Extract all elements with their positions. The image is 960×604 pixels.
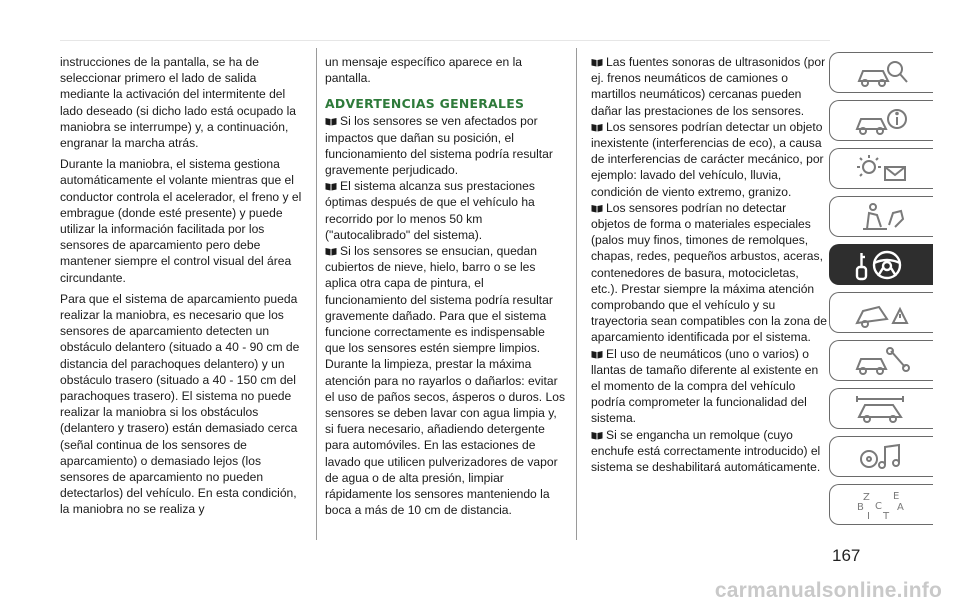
warning-book-icon (591, 204, 603, 213)
warning-lights-icon (853, 153, 911, 185)
header-rule (60, 40, 830, 41)
chapter-tab-car-search[interactable] (829, 52, 933, 93)
paragraph: Para que el sistema de aparcamiento pueda realizar la maniobra, es necesario que los sensores de aparcamiento detecten un obstáculo delantero (situado a 40 - 90 cm de distancia del parachoques delantero) y un obstáculo trasero (situado a 40 - 150 cm del parachoques trasero). El sistema no puede realizar la maniobra si los obstáculos (delantero y trasero) están demasiado cerca (señal continua de los sensores de aparcamiento) o demasiado lejos (los sensores de aparcamiento no pueden detectarlos) del vehículo. En esta condición, la maniobra no se realiza y (60, 291, 300, 517)
page-number: 167 (832, 546, 861, 565)
index-letter: B (856, 501, 864, 513)
index-letter: A (896, 501, 904, 513)
text-column-3 (591, 54, 827, 475)
car-maintenance-icon (853, 345, 911, 377)
text-column-2 (325, 54, 565, 518)
warning-item: Los sensores podrían no detectar objetos de forma o materiales especiales (palos muy finos, timones de remolques, chapas, redes, pequeños arbustos, aceras, contenedores de basura, motocicletas, etc.). Prestar siempre la máxima atención comprobando que el vehículo y su trayectoria sean compatibles con la zona de aparcamiento identificada por el sistema. (591, 200, 827, 345)
chapter-tab-car-maintenance[interactable] (829, 340, 933, 381)
warning-book-icon (591, 431, 603, 440)
chapter-tab-key-steering[interactable] (829, 244, 933, 285)
car-specs-icon (853, 393, 911, 425)
index-letter: Z (862, 491, 870, 503)
warning-item: Las fuentes sonoras de ultrasonidos (por ej. frenos neumáticos de camiones o martillos neumáticos) cercanas pueden dañar las prestaciones de los sensores. (591, 55, 826, 118)
index-letter: T (882, 510, 889, 521)
warning-book-icon (591, 123, 603, 132)
warning-book-icon (325, 247, 337, 256)
index-icon (853, 489, 911, 521)
car-info-icon (853, 105, 911, 137)
chapter-tabs (829, 52, 960, 532)
section-title: ADVERTENCIAS GENERALES (325, 96, 525, 112)
warning-item: Si los sensores se ven afectados por impactos que dañan su posición, el funcionamiento del sistema podría resultar gravemente perjudicado. (325, 114, 553, 178)
seat-airbag-icon (853, 201, 911, 233)
warning-item: Si los sensores se ensucian, quedan cubiertos de nieve, hielo, barro o se les aplica otra capa de pintura, el funcionamiento del sistema podría resultar gravemente dañado. Para que el sistema funcione correctamente es indispensable que los sensores estén siempre limpios. Durante la limpieza, prestar la máxima atención para no rayarlos o dañarlos: evitar el uso de paños secos, ásperos o duros. Los sensores se deben lavar con agua limpia y, si fuera necesario, añadiendo detergente para automóviles. En las estaciones de lavado que utilicen pulverizadores de vapor de agua o de alta presión, limpiar rápidamente los sensores manteniendo la boca a más de 10 cm de distancia. (325, 244, 566, 518)
key-steering-wheel-icon (853, 249, 911, 281)
paragraph: instrucciones de la pantalla, se ha de seleccionar primero el lado de salida mediante la activación del intermitente del lado deseado (si dicho lado está ocupado la maniobra se interrumpe) y, a continuación, engranar la marcha atrás. (60, 55, 296, 151)
warning-book-icon (591, 350, 603, 359)
warning-book-icon (325, 182, 337, 191)
warning-book-icon (325, 117, 337, 126)
warning-item: Si se engancha un remolque (cuyo enchufe está correctamente introducido) el sistema se deshabilitará automáticamente. (591, 427, 821, 475)
warning-item: Los sensores podrían detectar un objeto inexistente (interferencias de eco), a causa de interferencias de carácter mecánico, por ejemplo: lavado del vehículo, lluvia, condición de viento extremo, granizo. (591, 119, 824, 199)
chapter-tab-multimedia[interactable] (829, 436, 933, 477)
index-letter: E (892, 490, 899, 502)
column-divider (576, 48, 577, 540)
chapter-tab-warning-lights[interactable] (829, 148, 933, 189)
paragraph: un mensaje específico aparece en la pantalla. (325, 55, 522, 86)
chapter-tab-car-breakdown[interactable] (829, 292, 933, 333)
multimedia-icon (853, 441, 911, 473)
chapter-tab-car-info[interactable] (829, 100, 933, 141)
paragraph: Durante la maniobra, el sistema gestiona automáticamente el volante mientras que el conductor controla el acelerador, el freno y el embrague (donde esté presente) y puede utilizar la información facilitada por los sensores de aparcamiento pero debe mantener siempre el control visual del área circundante. (60, 157, 302, 285)
warning-book-icon (591, 58, 603, 67)
chapter-tab-seat-airbag[interactable] (829, 196, 933, 237)
text-column-1 (60, 54, 305, 523)
car-search-icon (853, 57, 911, 89)
column-divider (316, 48, 317, 540)
index-letter: I (866, 510, 870, 521)
chapter-tab-index[interactable] (829, 484, 933, 525)
warning-item: El sistema alcanza sus prestaciones óptimas después de que el vehículo ha recorrido por lo menos 50 km ("autocalibrado" del sistema). (325, 179, 535, 242)
watermark: carmanualsonline.info (714, 579, 942, 602)
chapter-tab-car-specs[interactable] (829, 388, 933, 429)
car-breakdown-icon (853, 297, 911, 329)
warning-item: El uso de neumáticos (uno o varios) o llantas de tamaño diferente al existente en el momento de la compra del vehículo podría comprometer la funcionalidad del sistema. (591, 346, 819, 426)
index-letter: C (874, 500, 882, 512)
